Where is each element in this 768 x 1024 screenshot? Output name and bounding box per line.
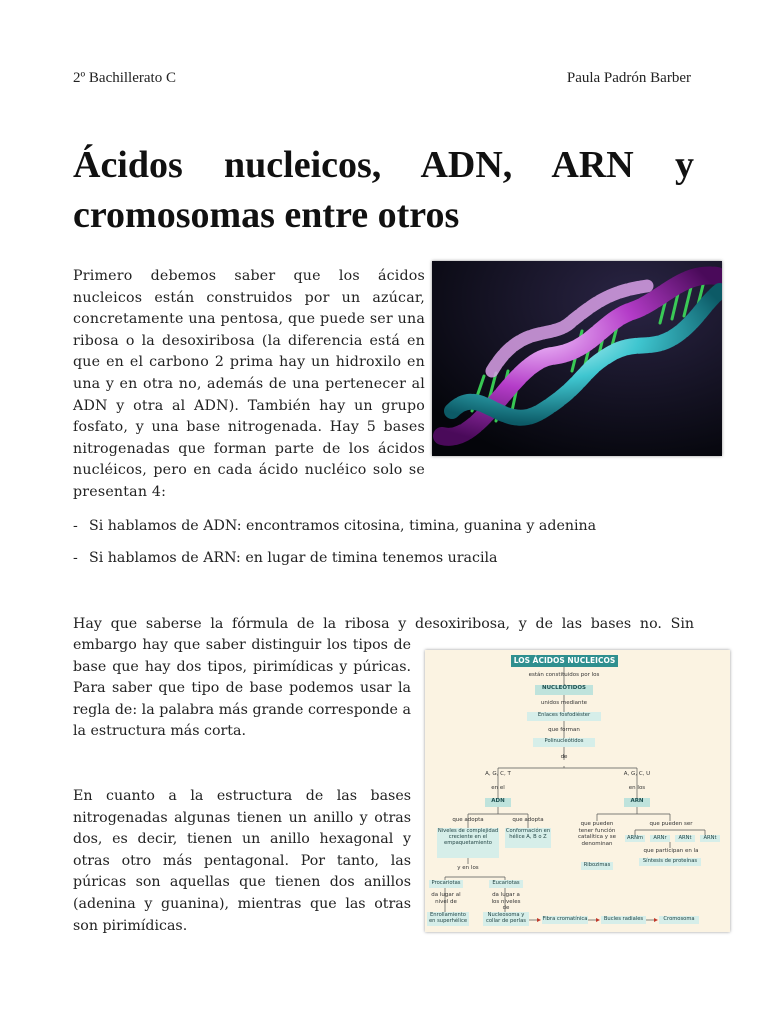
diagram-box-polinucleotidos: Polinucleótidos — [533, 738, 595, 747]
bullet-adn-text: Si hablamos de ADN: encontramos citosina, timina, guanina y adenina — [89, 518, 597, 534]
diagram-box-niveles: Niveles de complejidad creciente en el empaquetamiento — [437, 828, 499, 858]
diagram-box-fibra: Fibra cromatínica — [542, 916, 588, 922]
diagram-title: LOS ÁCIDOS NUCLEICOS — [511, 655, 618, 667]
diagram-label-en-el: en el — [491, 785, 505, 791]
diagram-box-adn: ADN — [485, 798, 511, 807]
diagram-label-pueden-tener: que pueden tener función catalítica y se denominan — [577, 821, 617, 847]
intro-paragraph: Primero debemos saber que los ácidos nucleicos están construidos por un azúcar, concretamente una pentosa, que puede ser una ribosa o la desoxiribosa (la diferencia está en que en el carbono 2 prima hay un hidroxilo en una y en otra no, además de una pertenecer al ADN y otra al ADN). También hay un grupo fosfato, y una base nitrogenada. Hay 5 bases nitrogenadas que forman parte de los ácidos nucléicos, pero en cada ácido nucléico solo se presentan 4: — [73, 268, 425, 500]
diagram-label-unidos: unidos mediante — [540, 700, 588, 706]
header-course: 2º Bachillerato C — [73, 70, 176, 86]
diagram-box-nucleotidos: NUCLEÓTIDOS — [535, 685, 593, 695]
diagram-box-arnr: ARNr — [650, 835, 670, 842]
diagram-box-conformacion: Conformación en hélice A, B o Z — [505, 828, 551, 848]
diagram-box-procariotas: Procariotas — [429, 880, 463, 888]
title-line-2: cromosomas entre otros — [73, 194, 460, 236]
bullet-arn: - Si hablamos de ARN: en lugar de timina tenemos uracila — [73, 550, 498, 566]
diagram-label-lugar-2: da lugar a los niveles de — [491, 892, 521, 911]
page-title — [73, 140, 694, 240]
diagram-label-forman: que forman — [548, 727, 580, 733]
title-line-1: Ácidos nucleicos, ADN, ARN y — [73, 144, 694, 186]
diagram-box-arnt: ARNt — [675, 835, 695, 842]
diagram-box-arn: ARN — [624, 798, 650, 807]
diagram-label-en-los: en los — [628, 785, 646, 791]
diagram-label-dna-bases: A, G, C, T — [485, 771, 511, 777]
diagram-label-participan: que participan en la — [643, 848, 699, 854]
nucleic-acids-concept-map — [425, 650, 730, 932]
diagram-label-lugar-1: da lugar al nivel de — [431, 892, 461, 905]
diagram-box-enlaces: Enlaces fosfodiéster — [527, 712, 601, 721]
bullet-adn: - Si hablamos de ADN: encontramos citosina, timina, guanina y adenina — [73, 518, 597, 534]
diagram-label-adopta-1: que adopta — [452, 817, 484, 823]
header-author: Paula Padrón Barber — [566, 70, 691, 86]
formula-paragraph-first-line: Hay que saberse la fórmula de la ribosa y desoxiribosa, y de las bases no. Sin — [73, 616, 694, 632]
diagram-box-ribozimas: Ribozimas — [581, 862, 613, 870]
diagram-label-adopta-2: que adopta — [512, 817, 544, 823]
diagram-box-arnm: ARNm — [626, 835, 644, 841]
diagram-box-eucariotas: Eucariotas — [489, 880, 523, 888]
diagram-box-bucles: Bucles radiales — [601, 916, 646, 924]
diagram-label-constituidos: están constituidos por los — [528, 672, 600, 678]
formula-paragraph: embargo hay que saber distinguir los tipos de base que hay dos tipos, pirimídicas y púricas. Para saber que tipo de base podemos usar la regla de: la palabra más grande corresponde a la estructura más corta. — [73, 637, 411, 740]
diagram-box-cromosoma: Cromosoma — [659, 916, 699, 924]
diagram-label-rna-bases: A, G, C, U — [623, 771, 651, 777]
diagram-box-nucleosoma: Nucleosoma y collar de perlas — [483, 912, 529, 926]
dna-helix-illustration — [432, 261, 722, 456]
diagram-box-sintesis: Síntesis de proteínas — [639, 858, 701, 866]
diagram-box-enrollamiento: Enrollamiento en superhélice — [428, 912, 468, 925]
diagram-label-de: de — [560, 754, 568, 760]
dna-helix-image — [432, 261, 722, 456]
diagram-box-arnt-2: ARNt — [700, 835, 720, 842]
structure-paragraph: En cuanto a la estructura de las bases nitrogenadas algunas tienen un anillo y otras dos, es decir, tienen un anillo hexagonal y otras otro más pentagonal. Por tanto, las púricas son aquellas que tienen dos anillos (adenina y guanina), mientras que las otras son pirimídicas. — [73, 788, 411, 934]
diagram-label-pueden-ser: que pueden ser — [649, 821, 693, 827]
bullet-arn-text: Si hablamos de ARN: en lugar de timina tenemos uracila — [89, 550, 498, 566]
diagram-label-y-en-los: y en los — [457, 865, 479, 871]
